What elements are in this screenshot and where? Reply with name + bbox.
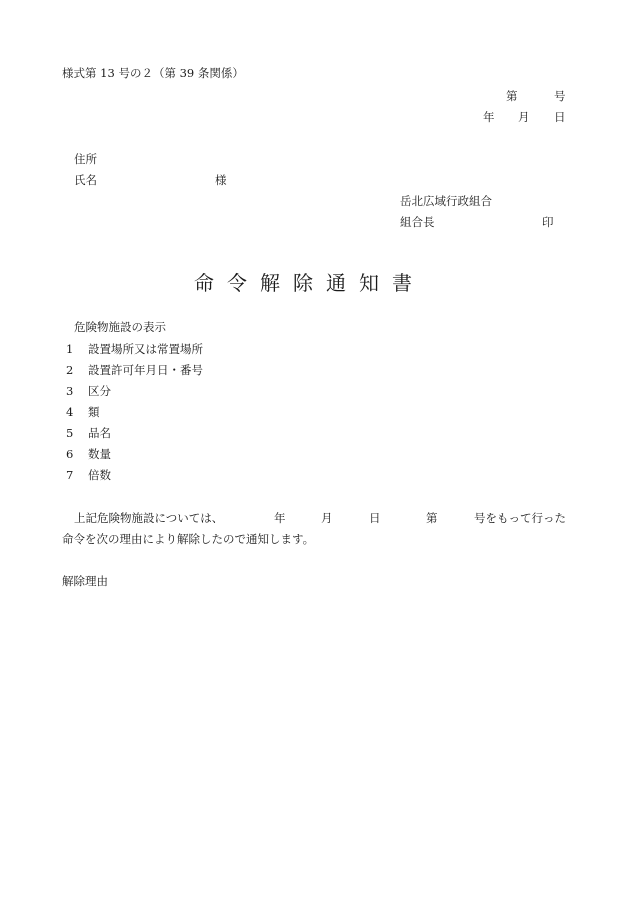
document-title: 命令解除通知書 xyxy=(194,271,425,295)
body-go-tail: 号をもって行った xyxy=(474,511,566,525)
list-item: 1 設置場所又は常置場所 xyxy=(66,342,203,356)
date-month: 月 xyxy=(518,110,530,124)
body-day: 日 xyxy=(369,511,381,525)
date-day: 日 xyxy=(554,110,566,124)
name-label: 氏名 xyxy=(74,173,97,187)
issuer-organization: 岳北広域行政組合 xyxy=(400,194,492,208)
list-item: 5 品名 xyxy=(66,426,111,440)
body-month: 月 xyxy=(321,511,333,525)
list-item: 7 倍数 xyxy=(66,468,111,482)
facility-heading: 危険物施設の表示 xyxy=(74,320,166,334)
body-year: 年 xyxy=(274,511,286,525)
list-item: 4 類 xyxy=(66,405,100,419)
issuer-title: 組合長 xyxy=(400,215,435,229)
doc-number-go: 号 xyxy=(554,89,566,103)
date-year: 年 xyxy=(483,110,495,124)
body-intro: 上記危険物施設については、 xyxy=(74,511,224,525)
list-item: 3 区分 xyxy=(66,384,111,398)
list-item: 6 数量 xyxy=(66,447,111,461)
reason-label: 解除理由 xyxy=(62,574,108,588)
body-line-2: 命令を次の理由により解除したので通知します。 xyxy=(62,532,315,546)
seal-mark: 印 xyxy=(542,215,554,229)
address-label: 住所 xyxy=(74,152,97,166)
list-item: 2 設置許可年月日・番号 xyxy=(66,363,203,377)
honorific: 様 xyxy=(215,173,227,187)
form-id: 様式第 13 号の２（第 39 条関係） xyxy=(62,66,244,80)
body-dai: 第 xyxy=(426,511,438,525)
doc-number-dai: 第 xyxy=(506,89,518,103)
